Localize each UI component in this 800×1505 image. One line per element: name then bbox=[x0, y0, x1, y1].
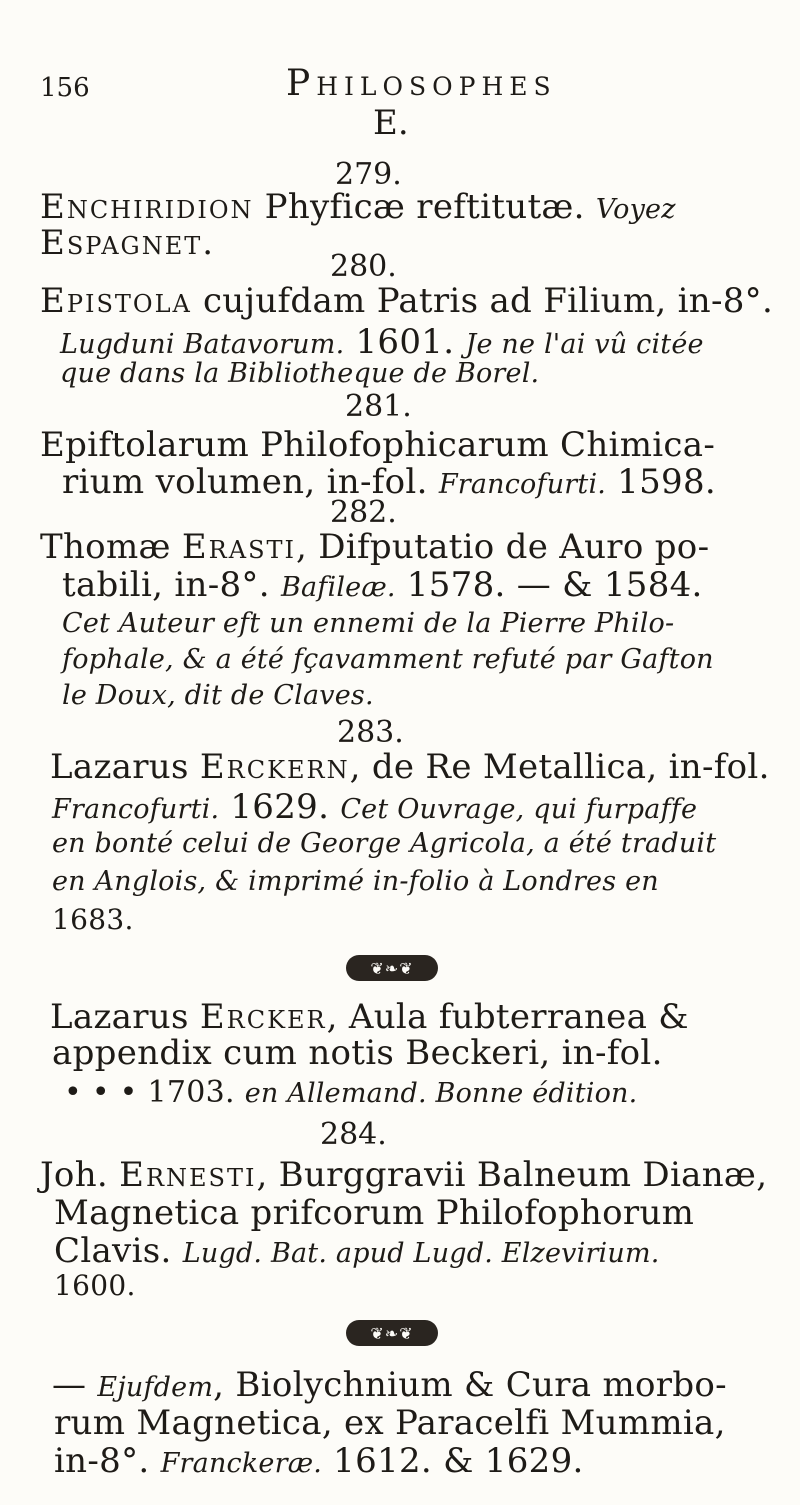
entry-line: Magnetica prifcorum Philofophorum bbox=[54, 1193, 695, 1233]
page-number: 156 bbox=[40, 73, 90, 103]
running-title: Philosophes bbox=[286, 63, 557, 104]
imprint-place: Bafileæ. bbox=[280, 572, 396, 603]
title-keyword: Epistola bbox=[40, 281, 192, 321]
imprint-place: Francofurti. bbox=[438, 469, 607, 500]
imprint-year: 1578. — & 1584. bbox=[395, 565, 703, 605]
author-name: Espagnet. bbox=[40, 223, 216, 263]
title-text: , Biolychnium & Cura morbo- bbox=[213, 1365, 727, 1405]
imprint-year: 1629. bbox=[219, 787, 341, 827]
entry-line: rum Magnetica, ex Paracelfi Mummia, bbox=[54, 1403, 726, 1443]
imprint-place: Francofurti. bbox=[52, 794, 220, 825]
annotation-text: Je ne l'ai vû citée bbox=[465, 329, 704, 360]
entry-line bbox=[40, 187, 676, 227]
author-reference: Ejufdem bbox=[97, 1372, 214, 1403]
title-text: in-8°. bbox=[54, 1441, 161, 1481]
title-text: Clavis. bbox=[54, 1231, 183, 1271]
author-name: Ernesti bbox=[119, 1155, 257, 1195]
title-text: , Aula fubterranea & bbox=[326, 997, 689, 1037]
author-name: Lazarus bbox=[50, 747, 200, 787]
author-name: Joh. bbox=[40, 1155, 120, 1195]
entry-line: appendix cum notis Beckeri, in-fol. bbox=[52, 1033, 663, 1073]
entry-number-280: 280. bbox=[330, 249, 397, 284]
entry-number-284: 284. bbox=[320, 1117, 387, 1152]
annotation-line: en Anglois, & imprimé in-folio à Londres en bbox=[52, 866, 659, 897]
annotation-text: Cet Ouvrage, qui furpaffe bbox=[340, 794, 698, 825]
entry-line bbox=[50, 747, 770, 787]
title-text: rium volumen, in-fol. bbox=[62, 462, 439, 502]
entry-line: 1600. bbox=[54, 1269, 136, 1302]
imprint-year: 1612. & 1629. bbox=[322, 1441, 584, 1481]
entry-number-283: 283. bbox=[337, 715, 404, 750]
entry-line bbox=[54, 1441, 584, 1481]
annotation-text: en Allemand. Bonne édition. bbox=[244, 1078, 638, 1109]
entry-line bbox=[40, 223, 216, 263]
fleuron-ornament: ❦❧❦ bbox=[346, 955, 438, 981]
entry-line: Epiftolarum Philofophicarum Chimica- bbox=[40, 425, 716, 465]
annotation-line: le Doux, dit de Claves. bbox=[62, 680, 374, 711]
title-text: Phyficæ reftitutæ. bbox=[253, 187, 596, 227]
entry-line bbox=[50, 997, 689, 1037]
entry-line bbox=[52, 1365, 727, 1405]
dash: — bbox=[52, 1365, 98, 1405]
entry-line bbox=[62, 565, 703, 605]
entry-line bbox=[54, 1231, 660, 1271]
entry-line bbox=[60, 322, 704, 362]
entry-line bbox=[40, 527, 710, 567]
author-name: Ercker bbox=[199, 997, 327, 1037]
annotation-line: Cet Auteur eft un ennemi de la Pierre Philo- bbox=[62, 608, 675, 639]
title-text: tabili, in-8°. bbox=[62, 565, 281, 605]
imprint-place: Lugd. Bat. apud Lugd. Elzevirium. bbox=[182, 1238, 660, 1269]
annotation-line: en bonté celui de George Agricola, a été traduit bbox=[52, 828, 717, 859]
entry-line bbox=[64, 1075, 638, 1110]
title-text: , de Re Metallica, in-fol. bbox=[349, 747, 770, 787]
entry-number-282: 282. bbox=[330, 495, 397, 530]
entry-number-279: 279. bbox=[335, 157, 402, 192]
entry-line bbox=[62, 462, 717, 502]
imprint-year: • • • 1703. bbox=[64, 1075, 245, 1110]
section-letter: E. bbox=[373, 103, 409, 143]
author-name: Erasti bbox=[181, 527, 297, 567]
annotation-line: fophale, & a été fçavamment refuté par Gafton bbox=[62, 644, 714, 675]
imprint-place: Lugduni Batavorum. bbox=[60, 329, 345, 360]
cross-reference: Voyez bbox=[595, 194, 676, 225]
entry-line bbox=[52, 787, 698, 827]
imprint-place: Franckeræ. bbox=[160, 1448, 323, 1479]
entry-line bbox=[40, 1155, 768, 1195]
author-name: Thomæ bbox=[40, 527, 182, 567]
title-text: , Difputatio de Auro po- bbox=[296, 527, 710, 567]
entry-number-281: 281. bbox=[345, 389, 412, 424]
entry-line: 1683. bbox=[52, 903, 134, 936]
imprint-year: 1601. bbox=[344, 322, 466, 362]
annotation-line: que dans la Bibliotheque de Borel. bbox=[60, 358, 540, 389]
entry-line bbox=[40, 281, 774, 321]
author-name: Enchiridion bbox=[40, 187, 254, 227]
fleuron-ornament: ❦❧❦ bbox=[346, 1320, 438, 1346]
title-text: cujufdam Patris ad Filium, in-8°. bbox=[191, 281, 774, 321]
author-name: Lazarus bbox=[50, 997, 200, 1037]
imprint-year: 1598. bbox=[606, 462, 717, 502]
author-name: Erckern bbox=[199, 747, 350, 787]
title-text: , Burggravii Balneum Dianæ, bbox=[256, 1155, 768, 1195]
